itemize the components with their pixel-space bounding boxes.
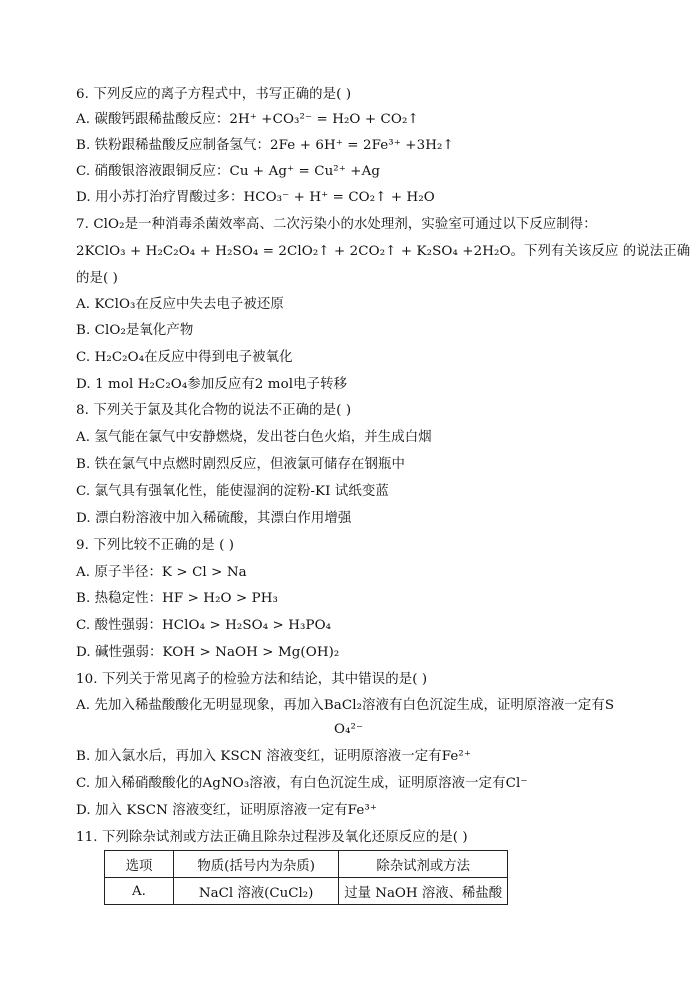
- q6-option-c: C. 硝酸银溶液跟铜反应：Cu + Ag⁺ = Cu²⁺ +Ag: [76, 164, 381, 179]
- table-header-cell: 除杂试剂或方法: [339, 851, 508, 878]
- q6-stem: 6. 下列反应的离子方程式中，书写正确的是( ): [76, 87, 352, 102]
- table-cell: NaCl 溶液(CuCl₂): [173, 878, 338, 905]
- q11-table: [104, 850, 508, 905]
- q8-option-b: B. 铁在氯气中点燃时剧烈反应，但液氯可储存在钢瓶中: [76, 457, 405, 472]
- q7-option-c: C. H₂C₂O₄在反应中得到电子被氧化: [76, 350, 293, 365]
- q9-stem: 9. 下列比较不正确的是 ( ): [76, 538, 235, 553]
- q10-option-a-line2: O₄²⁻: [334, 722, 364, 737]
- q10-stem: 10. 下列关于常见离子的检验方法和结论，其中错误的是( ): [76, 672, 428, 687]
- table-cell: 过量 NaOH 溶液、稀盐酸: [339, 878, 508, 905]
- q8-stem: 8. 下列关于氯及其化合物的说法不正确的是( ): [76, 403, 352, 418]
- table-header-row: [105, 851, 508, 878]
- q10-option-c: C. 加入稀硝酸酸化的AgNO₃溶液，有白色沉淀生成，证明原溶液一定有Cl⁻: [76, 776, 528, 791]
- table-header-cell: 物质(括号内为杂质): [173, 851, 338, 878]
- q8-option-d: D. 漂白粉溶液中加入稀硫酸，其漂白作用增强: [76, 511, 352, 526]
- q10-option-a-line1: A. 先加入稀盐酸酸化无明显现象，再加入BaCl₂溶液有白色沉淀生成，证明原溶液一定有S: [76, 698, 615, 713]
- q9-option-d: D. 碱性强弱：KOH > NaOH > Mg(OH)₂: [76, 645, 340, 660]
- q9-option-c: C. 酸性强弱：HClO₄ > H₂SO₄ > H₃PO₄: [76, 618, 332, 633]
- table-row: [105, 878, 508, 905]
- q6-option-d: D. 用小苏打治疗胃酸过多：HCO₃⁻ + H⁺ = CO₂↑ + H₂O: [76, 190, 435, 205]
- q7-option-d: D. 1 mol H₂C₂O₄参加反应有2 mol电子转移: [76, 377, 348, 392]
- q8-option-a: A. 氢气能在氯气中安静燃烧，发出苍白色火焰，并生成白烟: [76, 430, 432, 445]
- q10-option-d: D. 加入 KSCN 溶液变红，证明原溶液一定有Fe³⁺: [76, 803, 378, 818]
- q7-option-b: B. ClO₂是氧化产物: [76, 323, 194, 338]
- q9-option-b: B. 热稳定性：HF > H₂O > PH₃: [76, 591, 279, 606]
- q7-option-a: A. KClO₃在反应中失去电子被还原: [76, 297, 284, 312]
- table-header-cell: 选项: [105, 851, 174, 878]
- q11-stem: 11. 下列除杂试剂或方法正确且除杂过程涉及氧化还原反应的是( ): [76, 830, 468, 845]
- q10-option-b: B. 加入氯水后，再加入 KSCN 溶液变红，证明原溶液一定有Fe²⁺: [76, 749, 472, 764]
- q7-stem-line3: 的是( ): [76, 271, 118, 286]
- q8-option-c: C. 氯气具有强氧化性，能使湿润的淀粉-KI 试纸变蓝: [76, 484, 389, 499]
- q6-option-a: A. 碳酸钙跟稀盐酸反应：2H⁺ +CO₃²⁻ = H₂O + CO₂↑: [76, 112, 419, 127]
- q7-stem-line1: 7. ClO₂是一种消毒杀菌效率高、二次污染小的水处理剂，实验室可通过以下反应制得：: [76, 217, 597, 232]
- q7-stem-line2: 2KClO₃ + H₂C₂O₄ + H₂SO₄ = 2ClO₂↑ + 2CO₂↑ + K₂SO₄ +2H₂O。下列有关该反应 的说法正确: [76, 244, 691, 259]
- q6-option-b: B. 铁粉跟稀盐酸反应制备氢气：2Fe + 6H⁺ = 2Fe³⁺ +3H₂↑: [76, 138, 454, 153]
- table-cell: A.: [105, 878, 174, 905]
- q9-option-a: A. 原子半径：K > Cl > Na: [76, 565, 247, 580]
